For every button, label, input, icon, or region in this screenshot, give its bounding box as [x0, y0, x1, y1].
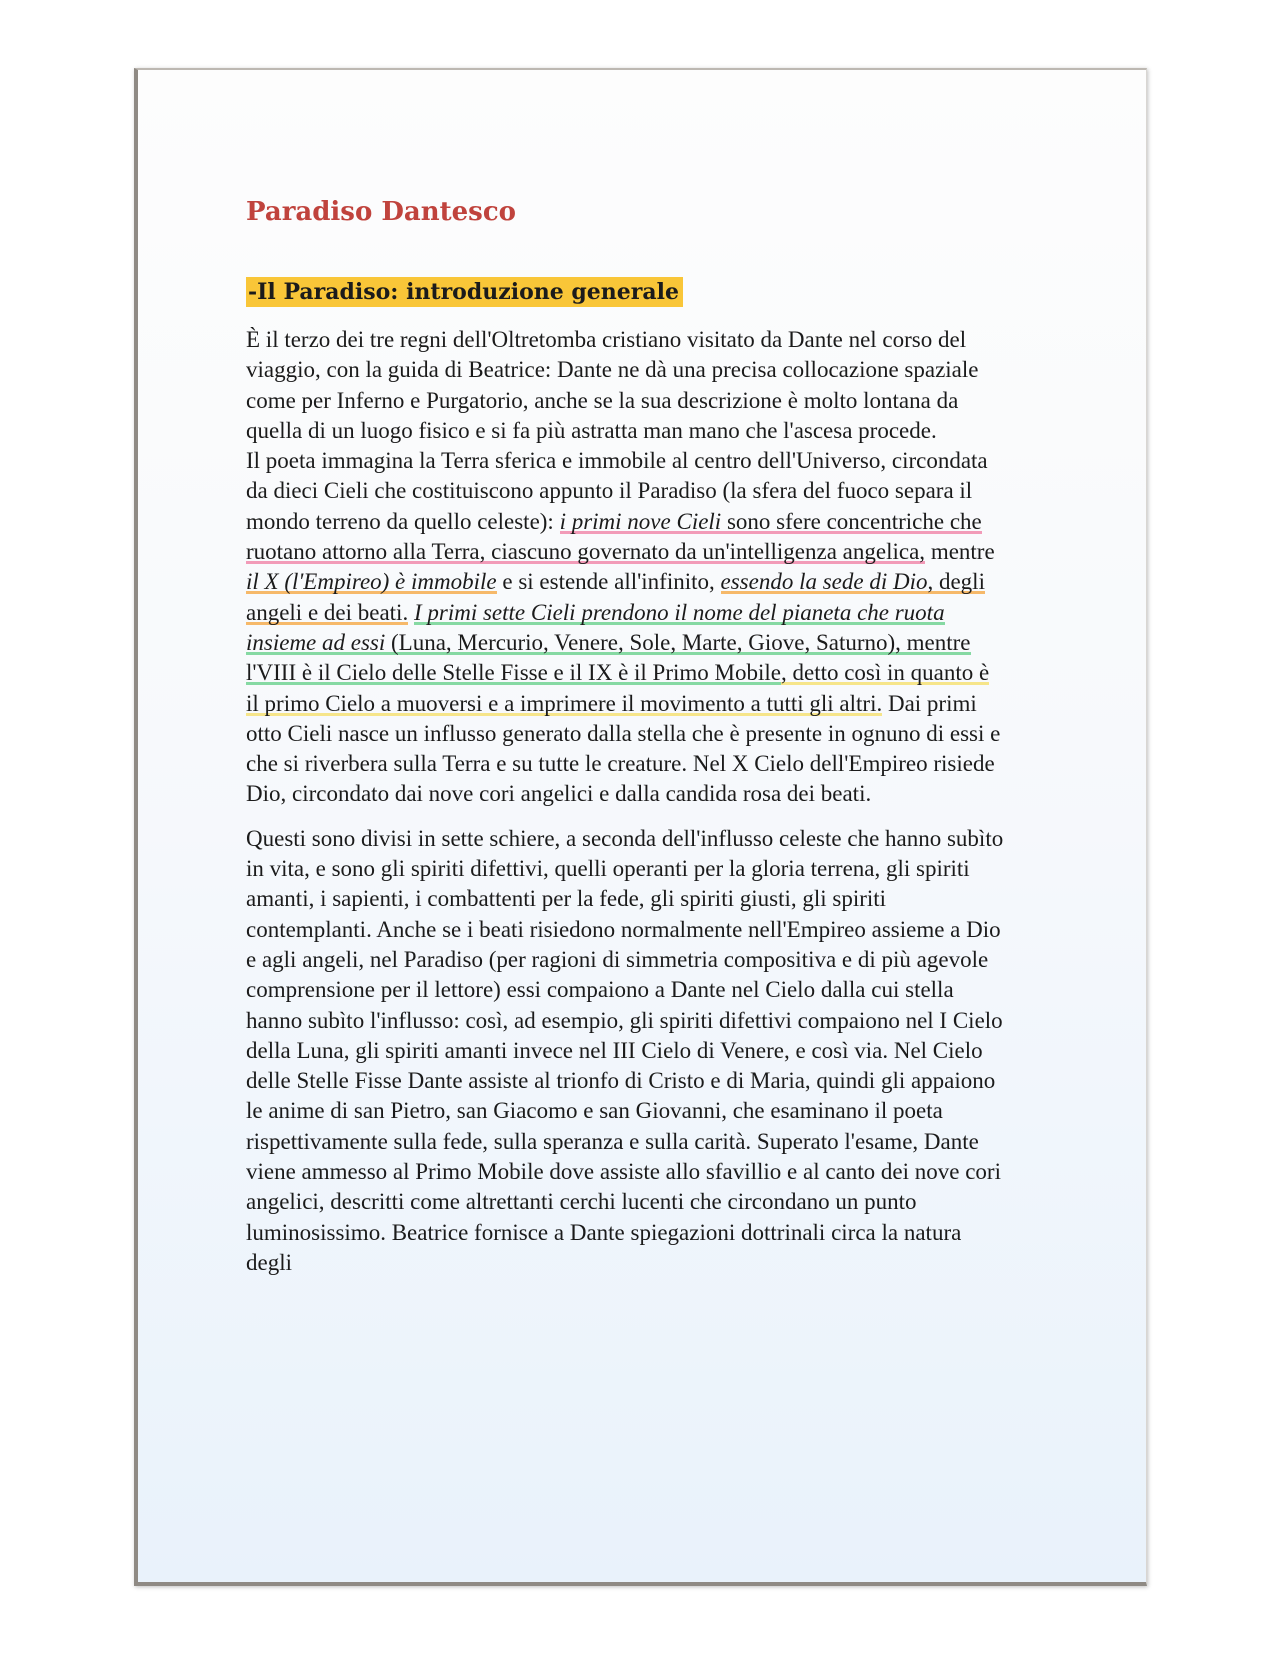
paragraph-1: [246, 325, 1006, 810]
p1-s05: mentre: [925, 539, 995, 565]
document-content: [246, 195, 1006, 1278]
p1-s01: È il terzo dei tre regni dell'Oltretomba cristiano visitato da Dante nel corso del viaggio, con la guida di Beatrice: Dante ne dà una precisa collocazione spaziale come per Inferno e Purgatorio, anche se la sua descrizione è molto lontana da quella di un luogo fisico e si fa più astratta man mano che l'ascesa procede.: [246, 327, 979, 443]
p1-s13-underlined: , detto così in quanto è il primo Cielo a muoversi e a imprimere il movimento a tutti gli altri.: [246, 660, 990, 716]
p1-s14: Dai primi otto Cieli nasce un influsso generato dalla stella che è presente in ognuno di essi e che si riverbera sulla Terra e su tutte le creature. Nel X Cielo dell'Empireo risiede Dio, circondato dai nove cori angelici e dalla candida rosa dei beati.: [246, 690, 1001, 807]
p1-s02: Il poeta immagina la Terra sferica e immobile al centro dell'Universo, circondata da dieci Cieli che costituiscono appunto il Paradiso (la sfera del fuoco separa il mondo terreno da quello celeste):: [246, 448, 988, 534]
section-heading-highlight: -Il Paradiso: introduzione generale: [246, 277, 683, 307]
p1-s07: e si estende all'infinito,: [496, 569, 721, 595]
section-heading: [246, 277, 1006, 307]
p1-s11-underlined: I primi sette Cieli prendono il nome del pianeta che ruota insieme ad essi: [246, 599, 945, 655]
paragraph-2: Questi sono divisi in sette schiere, a seconda dell'influsso celeste che hanno subìto in vita, e sono gli spiriti difettivi, quelli operanti per la gloria terrena, gli spiriti amanti, i sapienti, i combattenti per la fede, gli spiriti giusti, gli spiriti contemplanti. Anche se i beati risiedono normalmente nell'Empireo assieme a Dio e agli angeli, nel Paradiso (per ragioni di simmetria compositiva e di più agevole comprensione per il lettore) essi compaiono a Dante nel Cielo dalla cui stella hanno subìto l'influsso: così, ad esempio, gli spiriti difettivi compaiono nel I Cielo della Luna, gli spiriti amanti invece nel III Cielo di Venere, e così via. Nel Cielo delle Stelle Fisse Dante assiste al trionfo di Cristo e di Maria, quindi gli appaiono le anime di san Pietro, san Giacomo e san Giovanni, che esaminano il poeta rispettivamente sulla fede, sulla speranza e sulla carità. Superato l'esame, Dante viene ammesso al Primo Mobile dove assiste allo sfavillio e al canto dei nove cori angelici, descritti come altrettanti cerchi lucenti che circondano un punto luminosissimo. Beatrice fornisce a Dante spiegazioni dottrinali circa la natura degli: [246, 825, 1004, 1275]
p1-s12-underlined: (Luna, Mercurio, Venere, Sole, Marte, Giove, Saturno), mentre l'VIII è il Cielo delle Stelle Fisse e il IX è il Primo Mobile: [246, 629, 971, 686]
p1-s04-underlined: sono sfere concentriche che ruotano attorno alla Terra, ciascuno governato da un'intelligenza angelica,: [246, 508, 982, 565]
p1-s03-underlined: i primi nove Cieli: [559, 508, 722, 534]
p1-s09-underlined: , degli angeli e dei beati.: [246, 569, 985, 625]
p1-s08-underlined: essendo la sede di Dio: [720, 569, 928, 595]
document-title: Paradiso Dantesco: [246, 197, 516, 227]
p1-s06-underlined: il X (l'Empireo) è immobile: [246, 569, 497, 595]
